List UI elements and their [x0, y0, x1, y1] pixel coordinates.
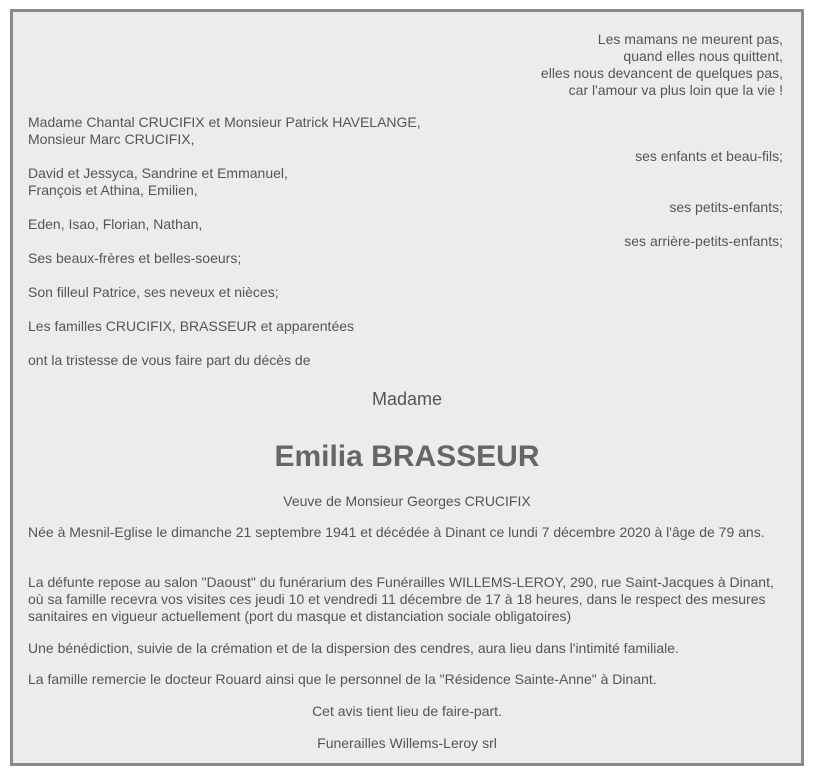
children-line: Monsieur Marc CRUCIFIX, [28, 131, 195, 147]
great-grandchildren-role: ses arrière-petits-enfants; [624, 233, 783, 249]
grandchildren-line: David et Jessyca, Sandrine et Emmanuel, [28, 165, 288, 181]
in-laws-line: Ses beaux-frères et belles-soeurs; [28, 250, 242, 266]
poem-line: elles nous devancent de quelques pas, [540, 65, 783, 81]
families-line: Les familles CRUCIFIX, BRASSEUR et apparentées [28, 318, 355, 334]
poem-line: car l'amour va plus loin que la vie ! [568, 82, 783, 98]
poem-line: Les mamans ne meurent pas, [597, 31, 783, 47]
widow-of-line: Veuve de Monsieur Georges CRUCIFIX [283, 493, 531, 509]
ceremony-paragraph: Une bénédiction, suivie de la crémation et de la dispersion des cendres, aura lieu dans l'intimité familiale. [28, 640, 679, 656]
godson-line: Son filleul Patrice, ses neveux et nièces; [28, 284, 279, 300]
thanks-paragraph: La famille remercie le docteur Rouard ainsi que le personnel de la "Résidence Sainte-Anne" à Dinant. [28, 671, 657, 687]
grandchildren-line: François et Athina, Emilien, [28, 182, 198, 198]
notice-line: Cet avis tient lieu de faire-part. [312, 703, 502, 719]
birth-death-paragraph: Née à Mesnil-Eglise le dimanche 21 septembre 1941 et décédée à Dinant ce lundi 7 décembre 2020 à l'âge de 79 ans. [28, 524, 765, 540]
obituary-card [10, 9, 804, 766]
poem-line: quand elles nous quittent, [623, 48, 783, 64]
repose-paragraph: La défunte repose au salon "Daoust" du funérarium des Funérailles WILLEMS-LEROY, 290, rue Saint-Jacques à Dinant, où sa famille recevra vos visites ces jeudi 10 et vendredi 11 décembre de 17 à 18 heures, dans le respect des mesures sanitaires en vigueur actuellement (port du masque et distanciation sociale obligatoires) [28, 574, 774, 624]
grandchildren-role: ses petits-enfants; [669, 199, 783, 215]
deceased-title: Madame [371, 389, 443, 409]
children-role: ses enfants et beau-fils; [635, 148, 783, 164]
funeral-home-line: Funerailles Willems-Leroy srl [317, 735, 497, 751]
great-grandchildren-line: Eden, Isao, Florian, Nathan, [28, 216, 203, 232]
deceased-name: Emilia BRASSEUR [274, 440, 540, 473]
children-line: Madame Chantal CRUCIFIX et Monsieur Patrick HAVELANGE, [28, 114, 421, 130]
announcement-line: ont la tristesse de vous faire part du décès de [28, 352, 311, 368]
